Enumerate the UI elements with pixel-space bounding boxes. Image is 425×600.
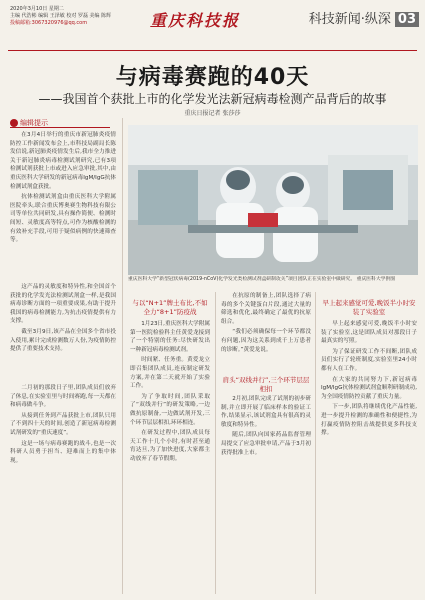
photo-caption: 重庆医科大学“新型冠状病毒(2019-nCoV)化学发光类检测试剂盒研制攻关”项目团队正在实验室中做研究。 重庆医科大学供图 [128,277,396,282]
subheadline: ——我国首个获批上市的化学发光法新冠病毒检测产品背后的故事 [38,92,387,106]
column-1-mid [10,283,116,381]
editor-note-rule [10,127,110,128]
paragraph: “我们必须确保每一个环节都没有问题,因为这关系到成千上万患者的诊断。”黄爱龙说。 [221,329,311,353]
lab-photo-illustration [128,125,418,275]
paragraph: 在大家的共同努力下,新冠病毒IgM/IgG抗体检测试剂盒顺利研制成功,为全国疫情防控贡献了重庆力量。 [321,376,417,400]
paragraph: 在抗原的制备上,团队选择了病毒的多个关键蛋白片段,通过大量的筛选和优化,最终确定了最优的抗原组合。 [221,293,311,325]
paragraph: 在3月4日举行的重庆市新冠肺炎疫情防控工作新闻发布会上,市科技局副局长陈发信说,新冠肺炎疫情发生后,我市全力推进关于新冠肺炎病毒检测试剂研究,已有3项检测试剂获批上市或进入应急审批,其中,由重庆医科大学研发的新冠病毒IgM/IgG抗体检测试剂盒获批。 [10,132,116,190]
column-4 [321,320,417,594]
section-title: 科技新闻·纵深 [308,12,391,27]
column-divider [215,292,216,594]
paragraph: 为了保证研发工作不间断,团队成员们实行了轮班制度,实验室里24小时都有人在工作。 [321,348,417,372]
paragraph: 时间紧、任务重。黄爱龙立即召集团队成员,连夜制定研发方案,并在第二天就开始了实验工作。 [130,357,210,390]
newspaper-logo: 重庆科技报 [150,11,241,30]
editor-credits: 主编 代浩彬 编辑 王泽敏 校对 罗磊 美编 陈辉 [10,13,112,19]
paragraph: 这是一场与病毒赛跑的战斗,也是一次科研人员勇于担当、迎难而上的集中体现。 [10,440,116,464]
masthead [0,0,425,52]
column-1-body [10,384,116,594]
paragraph: 1月23日,重庆医科大学附属第一医院检验科主任黄爱龙接到了一个特别的任务:尽快研发出一种新冠病毒检测试剂。 [130,321,210,353]
issue-meta [10,6,111,27]
paragraph: 二月初的那段日子里,团队成员们放弃了休息,在实验室里与时间赛跑,每一天都在和病毒做斗争。 [10,385,116,409]
editor-note-label: 编辑提示 [20,119,48,127]
column-3-top [221,292,311,372]
byline: 重庆日报记者 张莎莎 [184,110,241,117]
paragraph: 这产品的灵敏度和特异性,和全国首个获批的化学发光法检测试剂盒一样,是我国病毒诊断方面的一项重要成果,有助于提升我国的病毒检测能力,为抗击疫情提供有力支撑。 [10,284,116,325]
column-3-body [221,395,311,594]
paragraph: 在研发过程中,团队成员每天工作十几个小时,有时甚至通宵达旦,为了加快进度,大家都主动放弃了春节假期。 [130,430,210,462]
column-divider [315,292,316,594]
lab-photo [128,125,418,275]
paragraph: 截至3月9日,该产品在全国多个省市投入使用,累计完成检测数万人份,为疫情防控提供了重要技术支持。 [10,328,116,353]
editor-note-icon [10,119,18,127]
section-subtitle-2: 肩头“双线并行”,三个环节层层相扣 [222,376,310,393]
issue-date: 2020年3月10日 星期二 [10,6,64,12]
paragraph: 从接到任务到产品获批上市,团队只用了不到四十天的时间,创造了新冠病毒检测试剂研发的“重庆速度”。 [10,412,116,436]
paragraph: 为了争取时间,团队采取了“双线并行”的研发策略,一边做抗原制备,一边做试剂开发,三个环节层层相扣,环环相连。 [130,393,210,426]
paragraph: 2月初,团队完成了试剂的初步研制,并立即开展了临床样本的验证工作,结果显示,该试剂盒具有很高的灵敏度和特异性。 [221,396,311,428]
submission-email: 投稿邮箱:3067320976@qq.com [10,20,88,26]
paragraph: 早上起来感觉可爱,晚饭半小时安装了实验室,这是团队成员对那段日子最真实的写照。 [321,321,417,345]
column-divider [122,118,123,594]
column-1-intro [10,131,116,281]
section-subtitle-1: 与以“N+1”牌土布比,不如全力“8+1”防疫战 [132,299,208,316]
paragraph: 随后,团队向国家药品监督管理局提交了应急审批申请,产品于3月初获得批准上市。 [221,432,311,456]
paragraph: 下一步,团队将继续优化产品性能,进一步提升检测的准确性和便捷性,为打赢疫情防控阻击战提供更多科技支撑。 [321,404,417,437]
headline: 与病毒赛跑的40天 [115,65,310,90]
section-subtitle-3: 早上起来感觉可爱,晚饭半小时安装了实验室 [322,299,416,316]
paragraph: 抗体检测试剂盒由重庆医科大学附属医院牵头,联合重庆博奥赛生物科技有限公司等单位共同研发,具有操作简便、检测时间短、灵敏度高等特点,可作为核酸检测的有效补充手段,可用于疑似病例的快速筛查等。 [10,194,116,244]
page-number: 03 [395,12,419,27]
masthead-rule [8,50,417,51]
column-2 [130,320,210,594]
section-header [309,8,419,27]
